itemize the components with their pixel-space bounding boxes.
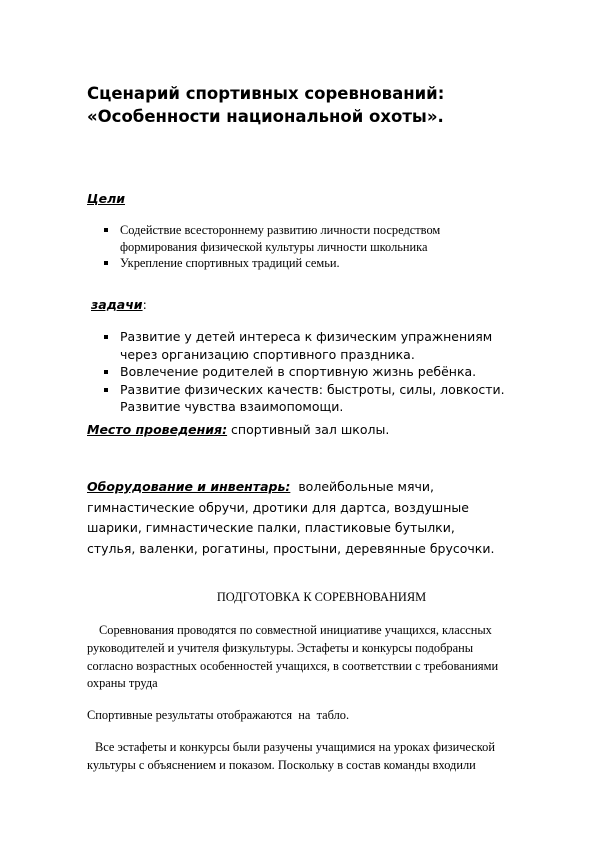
results-paragraph: Спортивные результаты отображаются на табло. — [87, 708, 350, 722]
bullet-icon — [104, 335, 108, 339]
section-heading: ПОДГОТОВКА К СОРЕВНОВАНИЯМ — [216, 590, 427, 604]
page-title — [87, 82, 444, 128]
bullet-icon — [104, 228, 108, 232]
relays-paragraph: Все эстафеты и конкурсы были разучены учащимися на уроках физической культуры с объяснением и показом. Поскольку в состав команды входили — [87, 740, 495, 772]
title-line-2: «Особенности национальной охоты». — [87, 107, 444, 126]
preparation-paragraph: Соревнования проводятся по совместной инициативе учащихся, классных руководителей и учителя физкультуры. Эстафеты и конкурсы подобраны согласно возрастных особенностей учащихся, в соответствии с требованиями охраны труда — [87, 623, 499, 691]
venue-line: Место проведения: спортивный зал школы. — [87, 422, 390, 437]
goals-heading: Цели — [87, 191, 125, 206]
bullet-icon — [104, 370, 108, 374]
equipment-paragraph: Оборудование и инвентарь: волейбольные мячи, гимнастические обручи, дротики для дартса, воздушные шарики, гимнастические палки, пластиковые бутылки, стулья, валенки, рогатины, простыни, деревянные брусочки. — [87, 479, 495, 556]
bullet-icon — [104, 388, 108, 392]
goals-list — [120, 222, 520, 272]
tasks-item: Развитие у детей интереса к физическим упражнениям через организацию спортивного праздника. — [120, 328, 565, 363]
goals-item: Содействие всестороннему развитию личности посредством формирования физической культуры личности школьника — [120, 222, 520, 255]
bullet-icon — [104, 261, 108, 265]
tasks-item: Развитие физических качеств: быстроты, силы, ловкости. Развитие чувства взаимопомощи. — [120, 381, 565, 416]
tasks-heading: задачи: — [91, 297, 147, 312]
tasks-item: Вовлечение родителей в спортивную жизнь ребёнка. — [120, 363, 565, 381]
title-line-1: Сценарий спортивных соревнований: — [87, 84, 445, 103]
goals-item: Укрепление спортивных традиций семьи. — [120, 255, 520, 272]
tasks-list — [120, 328, 565, 416]
